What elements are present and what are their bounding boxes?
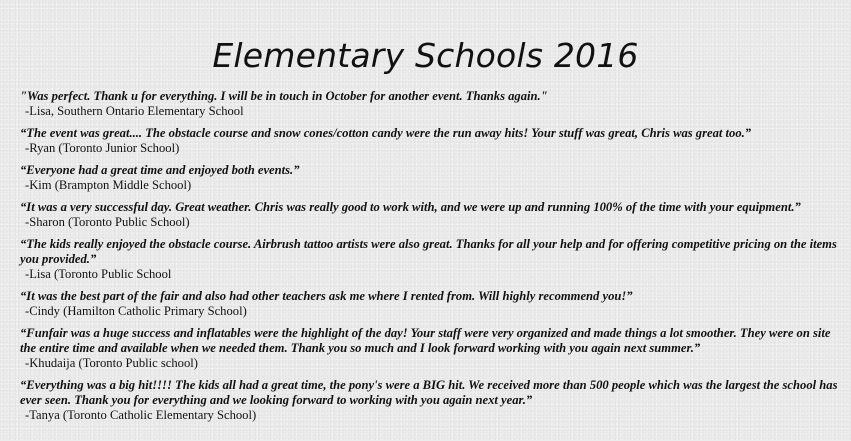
testimonial-quote: “The event was great.... The obstacle course and snow cones/cotton candy were the run away hits! Your stuff was great, Chris was great too.” [20,126,752,140]
testimonial-author: -Cindy (Hamilton Catholic Primary School) [25,304,247,318]
testimonial-author: -Lisa (Toronto Public School [25,267,172,281]
testimonial-quote: "Was perfect. Thank u for everything. I will be in touch in October for another event. Thanks again." [20,89,548,103]
testimonial-quote: “Everyone had a great time and enjoyed both events.” [20,163,300,177]
testimonial-quote: “Everything was a big hit!!!! The kids all had a great time, the pony's were a BIG hit. We received more than 500 people which was the largest the school has ever seen. Thank you for everything and we looking forward to working with you again next year.” [20,378,838,407]
testimonial-item [20,200,842,230]
testimonial-item [20,326,842,371]
testimonial-author: -Lisa, Southern Ontario Elementary School [25,104,244,118]
testimonial-author: -Sharon (Toronto Public School) [25,215,190,229]
testimonial-quote: “It was the best part of the fair and also had other teachers ask me where I rented from. Will highly recommend you!” [20,289,633,303]
testimonial-author: -Ryan (Toronto Junior School) [25,141,180,155]
testimonial-list [20,89,842,430]
testimonial-item [20,163,842,193]
testimonial-quote: “The kids really enjoyed the obstacle course. Airbrush tattoo artists were also great. Thanks for all your help and for offering competitive pricing on the items you provided.” [20,237,837,266]
testimonial-item [20,89,842,119]
testimonial-author: -Khudaija (Toronto Public school) [25,356,198,370]
testimonial-author: -Kim (Brampton Middle School) [25,178,192,192]
testimonial-quote: “It was a very successful day. Great weather. Chris was really good to work with, and we were up and running 100% of the time with your equipment.” [20,200,801,214]
testimonial-author: -Tanya (Toronto Catholic Elementary School) [25,408,257,422]
page-title: Elementary Schools 2016 [212,36,639,75]
testimonial-item [20,126,842,156]
testimonial-item [20,378,842,423]
testimonial-quote: “Funfair was a huge success and inflatables were the highlight of the day! Your staff were very organized and made things a lot smoother. They were on site the entire time and available when we needed them. Thank you so much and I look forward working with you again next summer.” [20,326,831,355]
testimonial-item [20,237,842,282]
testimonial-item [20,289,842,319]
